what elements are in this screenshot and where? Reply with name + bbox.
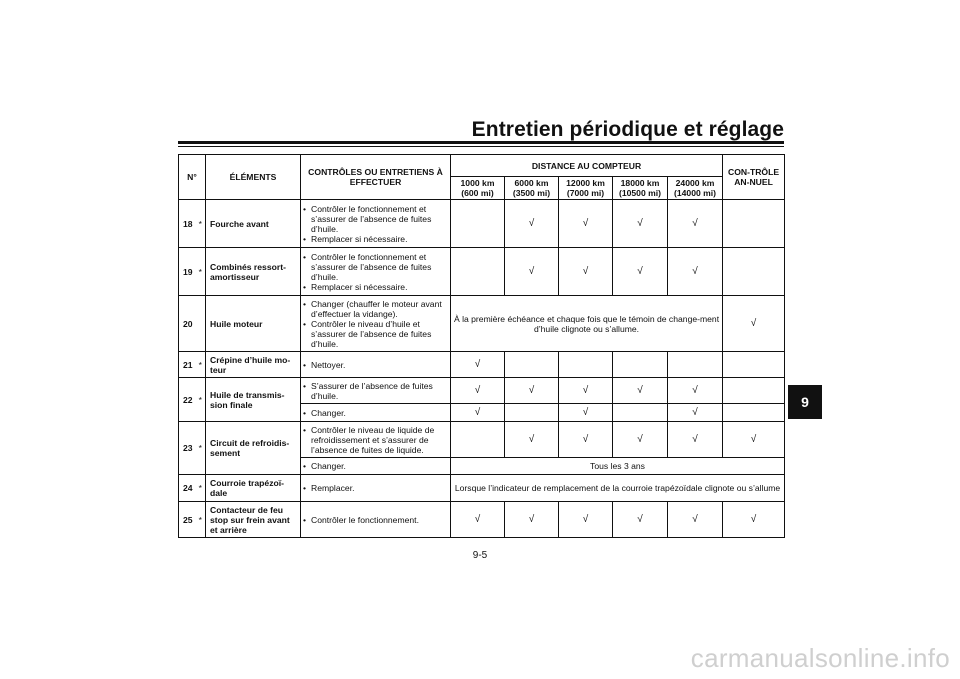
row-tasks [301,248,451,296]
check-cell: √ [559,378,613,404]
task-item: • Nettoyer. [303,360,448,370]
check-cell: √ [559,404,613,422]
task-item: • Remplacer si nécessaire. [303,234,448,244]
row-star: * [196,200,206,248]
check-cell [559,352,613,378]
row-element: Circuit de refroidis-sement [206,422,301,475]
row-tasks [301,475,451,502]
check-cell: √ [505,200,559,248]
check-cell [451,248,505,296]
row-tasks [301,404,451,422]
check-cell: √ [723,502,785,538]
check-cell: √ [723,296,785,352]
table-row [179,296,785,352]
row-tasks [301,458,451,475]
row-element: Combinés ressort-amortisseur [206,248,301,296]
row-tasks [301,422,451,458]
page-title: Entretien périodique et réglage [471,118,784,141]
row-number: 22 [179,378,196,422]
check-cell: √ [668,422,723,458]
table-row [179,378,785,404]
header-checks: CONTRÔLES OU ENTRETIENS À EFFECTUER [301,155,451,200]
check-cell [505,352,559,378]
header-interval: 18000 km (10500 mi) [613,177,668,200]
row-star: * [196,422,206,475]
task-item: • Changer. [303,461,448,471]
page-number: 9-5 [472,550,488,561]
row-star: * [196,502,206,538]
table-row [179,502,785,538]
check-cell [613,352,668,378]
check-cell: √ [613,248,668,296]
check-cell: √ [668,502,723,538]
check-cell: √ [668,404,723,422]
row-number: 20 [179,296,196,352]
row-star [196,296,206,352]
table-row [179,248,785,296]
check-cell: √ [559,502,613,538]
task-item: • S’assurer de l’absence de fuites d’huile. [303,381,448,401]
maintenance-table [178,154,785,538]
row-star: * [196,378,206,422]
table-row [179,352,785,378]
header-distance: DISTANCE AU COMPTEUR [451,155,723,177]
check-cell [668,352,723,378]
row-star: * [196,475,206,502]
task-item: • Contrôler le niveau de liquide de refroidissement et s’assurer de l’absence de fuites de liquide. [303,425,448,455]
task-item: • Contrôler le fonctionnement et s’assurer de l’absence de fuites d’huile. [303,252,448,282]
interval-note: À la première échéance et chaque fois que le témoin de change-ment d’huile clignote ou s’allume. [451,296,723,352]
header-num: N° [179,155,206,200]
row-number: 23 [179,422,196,475]
check-cell: √ [559,200,613,248]
table-row [179,422,785,458]
row-element: Fourche avant [206,200,301,248]
check-cell: √ [668,378,723,404]
check-cell [505,404,559,422]
task-item: • Remplacer si nécessaire. [303,282,448,292]
check-cell: √ [505,248,559,296]
watermark: carmanualsonline.info [690,643,950,673]
row-tasks [301,200,451,248]
header-interval: 24000 km (14000 mi) [668,177,723,200]
check-cell [723,248,785,296]
task-item: • Changer. [303,408,448,418]
check-cell: √ [451,502,505,538]
check-cell: √ [559,248,613,296]
check-cell: √ [505,378,559,404]
check-cell: √ [668,200,723,248]
row-number: 25 [179,502,196,538]
check-cell [723,378,785,404]
check-cell: √ [613,200,668,248]
row-star: * [196,248,206,296]
row-number: 19 [179,248,196,296]
row-tasks [301,378,451,404]
check-cell [723,352,785,378]
table-row [179,475,785,502]
check-cell: √ [613,378,668,404]
title-rule-thick [178,141,784,144]
task-item: • Changer (chauffer le moteur avant d’effectuer la vidange). [303,299,448,319]
row-element: Huile de transmis-sion finale [206,378,301,422]
row-element: Huile moteur [206,296,301,352]
row-element: Crépine d’huile mo-teur [206,352,301,378]
header-annual: CON-TRÔLE AN-NUEL [723,155,785,200]
header-interval: 12000 km (7000 mi) [559,177,613,200]
header-elements: ÉLÉMENTS [206,155,301,200]
check-cell: √ [613,422,668,458]
task-item: • Contrôler le niveau d’huile et s’assurer de l’absence de fuites d’huile. [303,319,448,349]
check-cell: √ [505,502,559,538]
task-item: • Remplacer. [303,483,448,493]
row-element: Courroie trapézoï-dale [206,475,301,502]
interval-note: Tous les 3 ans [451,458,785,475]
check-cell: √ [559,422,613,458]
row-number: 21 [179,352,196,378]
check-cell: √ [613,502,668,538]
row-number: 18 [179,200,196,248]
check-cell [723,404,785,422]
check-cell [723,200,785,248]
chapter-tab[interactable]: 9 [788,385,822,419]
check-cell: √ [505,422,559,458]
check-cell: √ [451,378,505,404]
row-element: Contacteur de feu stop sur frein avant et arrière [206,502,301,538]
header-interval: 1000 km (600 mi) [451,177,505,200]
check-cell: √ [451,352,505,378]
table-row [179,200,785,248]
row-number: 24 [179,475,196,502]
task-item: • Contrôler le fonctionnement. [303,515,448,525]
check-cell: √ [451,404,505,422]
check-cell: √ [668,248,723,296]
check-cell [451,200,505,248]
title-rule-thin [178,146,784,147]
check-cell: √ [723,422,785,458]
row-star: * [196,352,206,378]
row-tasks [301,502,451,538]
row-tasks [301,296,451,352]
check-cell [613,404,668,422]
header-interval: 6000 km (3500 mi) [505,177,559,200]
row-tasks [301,352,451,378]
interval-note: Lorsque l’indicateur de remplacement de la courroie trapézoïdale clignote ou s’allume [451,475,785,502]
task-item: • Contrôler le fonctionnement et s’assurer de l’absence de fuites d’huile. [303,204,448,234]
check-cell [451,422,505,458]
